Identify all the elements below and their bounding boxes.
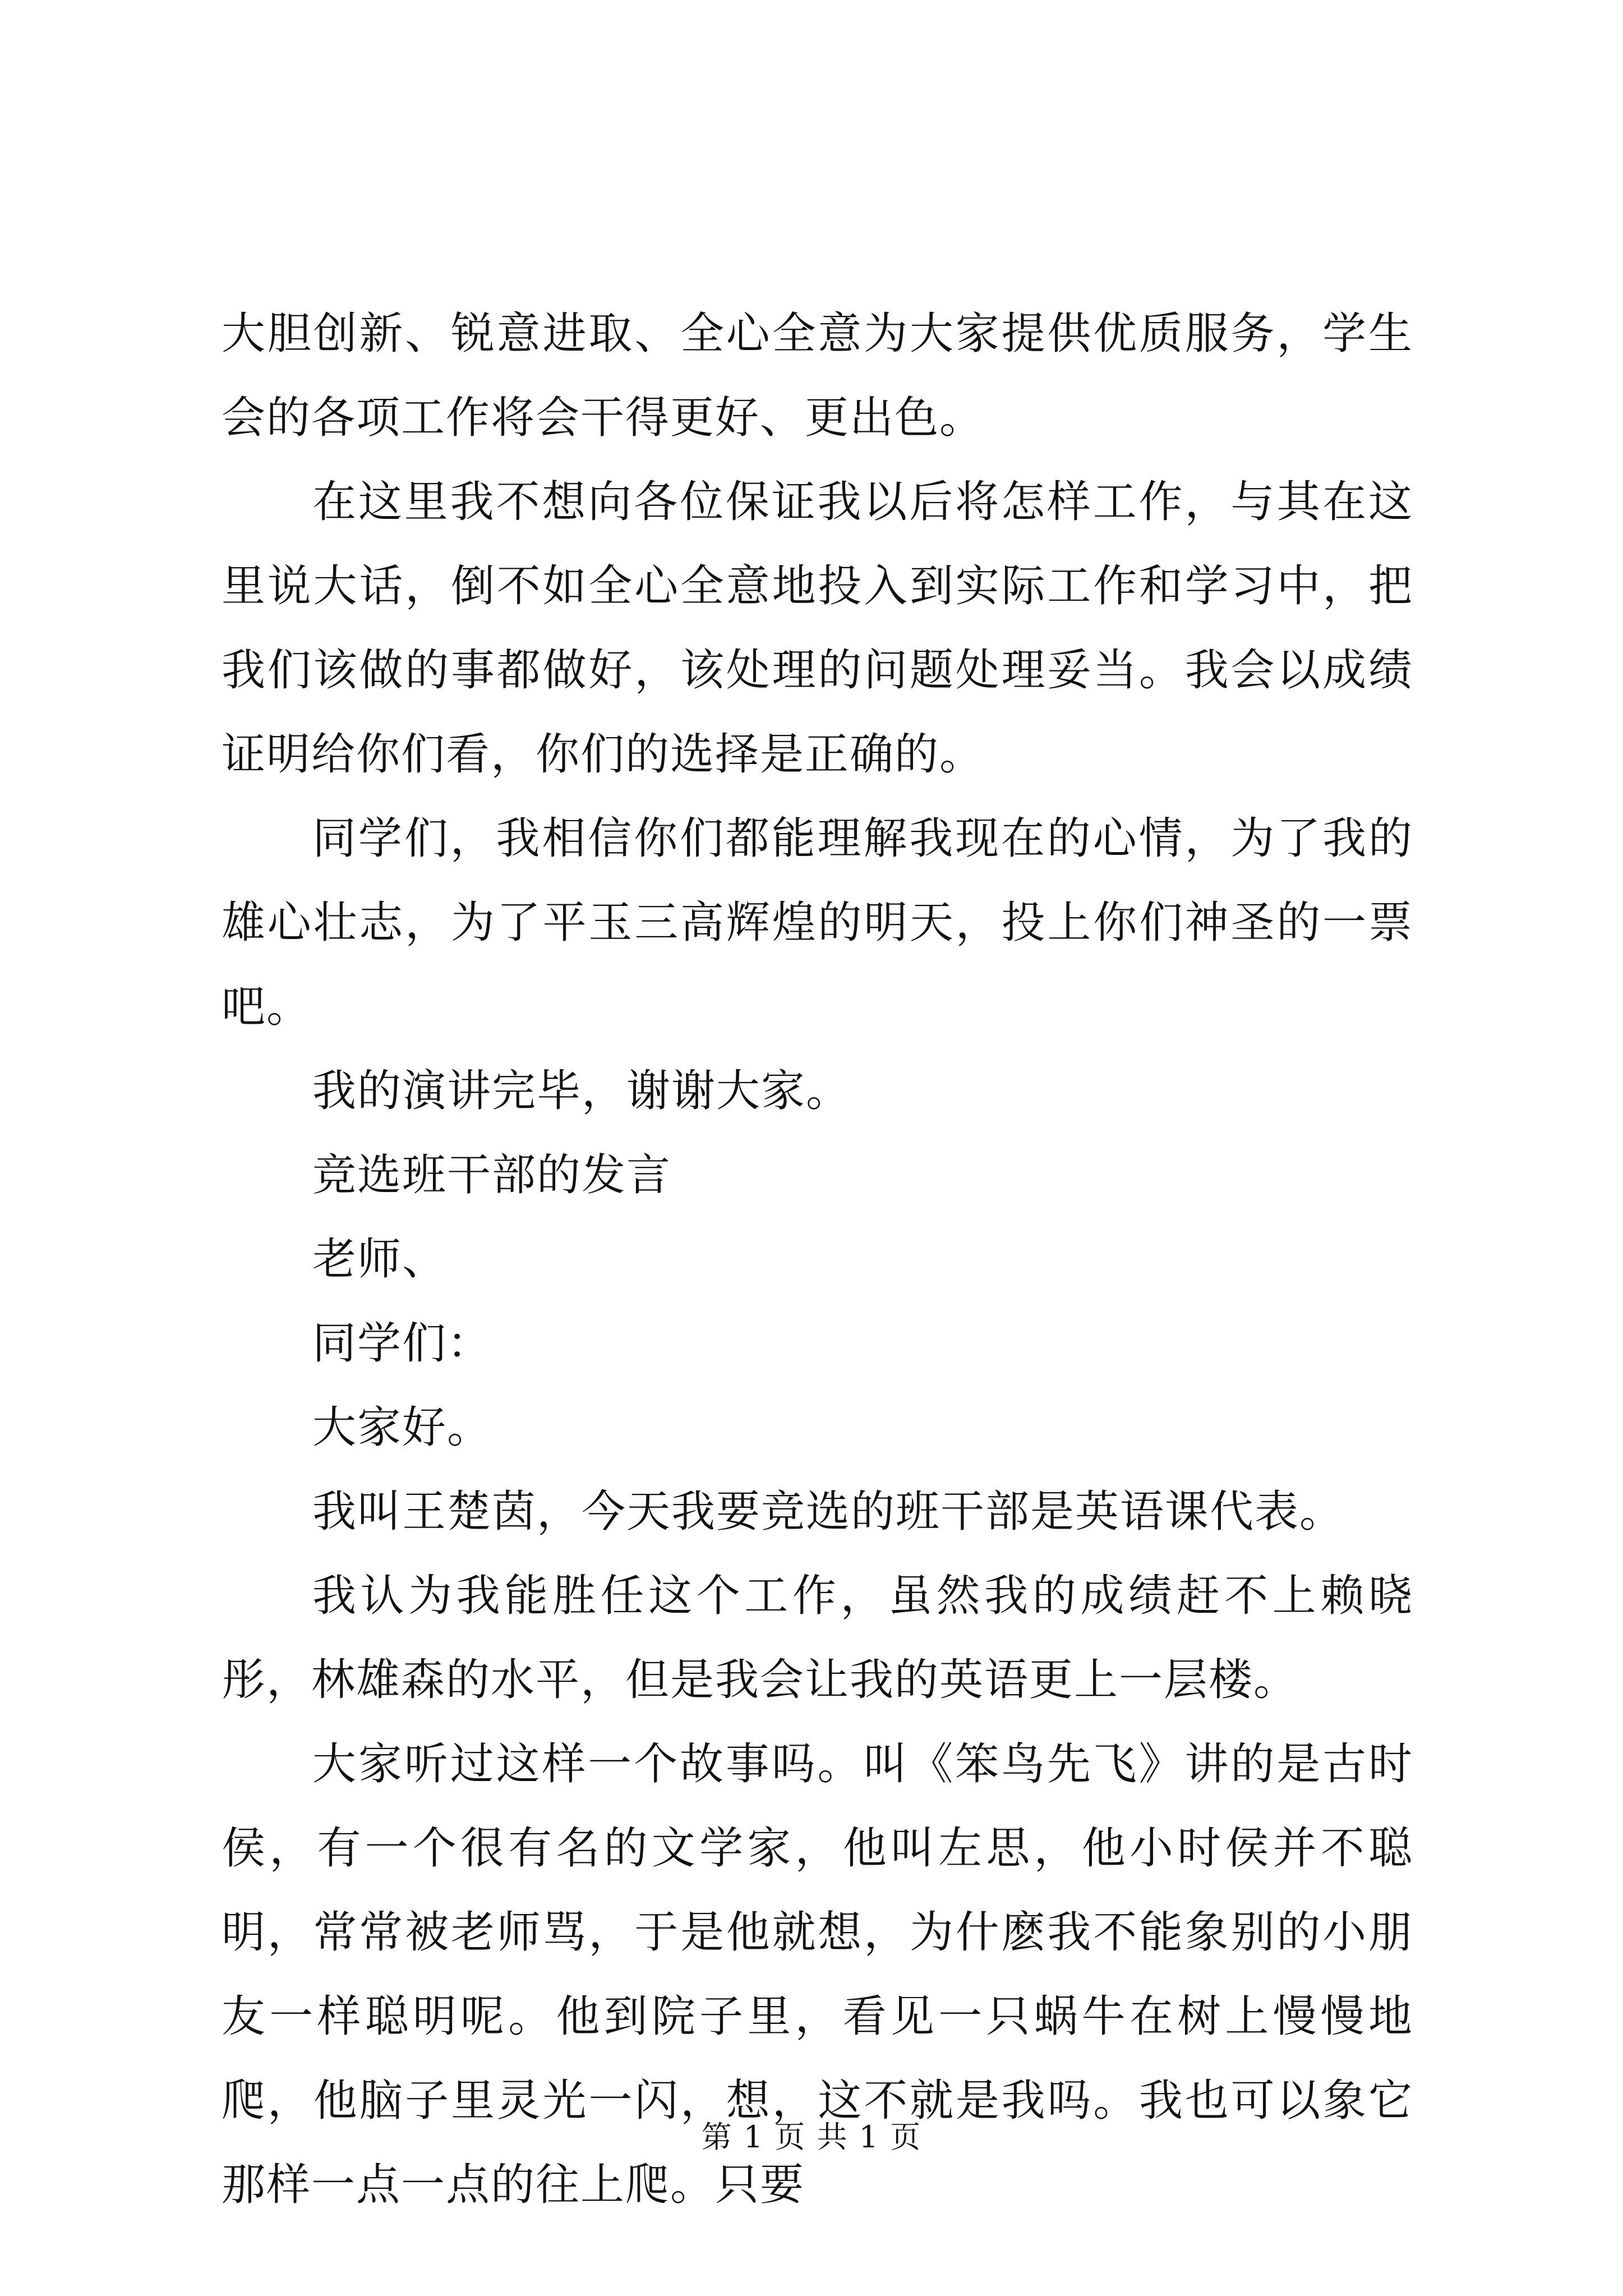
paragraph: 我认为我能胜任这个工作，虽然我的成绩赶不上赖晓彤，林雄森的水平，但是我会让我的英语更上一层楼。 [222,1571,1413,1705]
paragraph: 大家听过这样一个故事吗。叫《笨鸟先飞》讲的是古时侯，有一个很有名的文学家，他叫左思，他小时侯并不聪明，常常被老师骂，于是他就想，为什麽我不能象别的小朋友一样聪明呢。他到院子里，看见一只蜗牛在树上慢慢地爬，他脑子里灵光一闪，想，这不就是我吗。我也可以象它那样一点一点的往上爬。只要 [222,1739,1413,2210]
paragraph-heading: 竞选班干部的发言 [312,1150,672,1200]
paragraph: 我叫王楚茵，今天我要竞选的班干部是英语课代表。 [312,1487,1345,1537]
page-footer: 第 1 页 共 1 页 [701,2119,922,2155]
paragraph: 大胆创新、锐意进取、全心全意为大家提供优质服务，学生会的各项工作将会干得更好、更出色。 [222,309,1413,443]
paragraph: 在这里我不想向各位保证我以后将怎样工作，与其在这里说大话，倒不如全心全意地投入到实际工作和学习中，把我们该做的事都做好，该处理的问题处理妥当。我会以成绩证明给你们看，你们的选择是正确的。 [222,477,1413,780]
paragraph: 大家好。 [312,1402,492,1453]
paragraph: 我的演讲完毕，谢谢大家。 [312,1066,851,1116]
paragraph: 老师、 [312,1234,448,1285]
document-body [222,292,1413,2227]
paragraph: 同学们，我相信你们都能理解我现在的心情，为了我的雄心壮志，为了平玉三高辉煌的明天，投上你们神圣的一票吧。 [222,813,1413,1032]
paragraph: 同学们： [312,1318,492,1369]
